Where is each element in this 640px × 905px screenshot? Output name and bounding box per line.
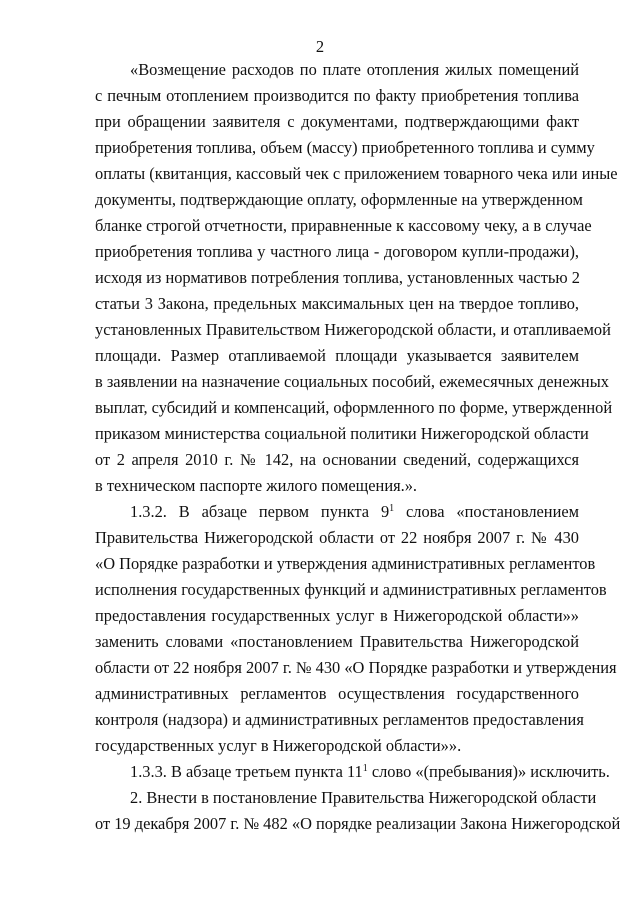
line-text: площади. Размер отапливаемой площади указывается заявителем (95, 346, 579, 365)
text-line (95, 317, 611, 343)
line-text: приказом министерства социальной политики Нижегородской области (95, 424, 589, 443)
line-text: контроля (надзора) и административных регламентов предоставления (95, 710, 584, 729)
line-text: приобретения топлива у частного лица - договором купли-продажи), (95, 242, 579, 261)
text-line (95, 343, 579, 369)
line-text: приобретения топлива, объем (массу) приобретенного топлива и сумму (95, 138, 595, 157)
line-text: с печным отоплением производится по факту приобретения топлива (95, 86, 579, 105)
line-text: установленных Правительством Нижегородской области, и отапливаемой (95, 320, 611, 339)
text-line (95, 369, 609, 395)
text-line (95, 57, 579, 83)
line-text: исполнения государственных функций и административных регламентов (95, 580, 607, 599)
text-line (95, 395, 613, 421)
text-line (95, 421, 589, 447)
line-text: в техническом паспорте жилого помещения.». (95, 476, 418, 495)
text-line (95, 577, 607, 603)
line-text: предоставления государственных услуг в Нижегородской области»» (95, 606, 579, 625)
line-text: в заявлении на назначение социальных пособий, ежемесячных денежных (95, 372, 609, 391)
text-line (95, 785, 597, 811)
text-line (95, 525, 579, 551)
text-line (95, 551, 596, 577)
paragraph (95, 759, 610, 785)
text-line (95, 265, 579, 291)
line-text: при обращении заявителя с документами, подтверждающими факт (95, 112, 579, 131)
text-line (95, 629, 579, 655)
document-body (95, 57, 621, 837)
line-text: 2. Внести в постановление Правительства Нижегородской области (130, 788, 597, 807)
line-text: 1.3.3. В абзаце третьем пункта 11 (130, 762, 363, 781)
line-text-continued: слово «(пребывания)» исключить. (367, 762, 610, 781)
text-line (95, 135, 595, 161)
text-line (95, 161, 618, 187)
paragraph (95, 785, 621, 837)
text-line (95, 707, 584, 733)
line-text: бланке строгой отчетности, приравненные к кассовому чеку, а в случае (95, 216, 592, 235)
paragraph (95, 499, 617, 759)
line-text: заменить словами «постановлением Правительства Нижегородской (95, 632, 579, 651)
text-line (95, 655, 617, 681)
text-line (95, 109, 579, 135)
text-line (95, 603, 579, 629)
page-number: 2 (315, 37, 325, 56)
superscript: 1 (389, 503, 395, 514)
line-text: административных регламентов осуществления государственного (95, 684, 579, 703)
line-text: оплаты (квитанция, кассовый чек с приложением товарного чека или иные (95, 164, 618, 183)
line-text: выплат, субсидий и компенсаций, оформленного по форме, утвержденной (95, 398, 613, 417)
line-text: исходя из нормативов потребления топлива, установленных частью 2 (95, 268, 580, 287)
text-line (95, 759, 610, 785)
line-text-continued: слова «постановлением (394, 502, 579, 521)
text-line (95, 473, 579, 499)
text-line (95, 239, 579, 265)
line-text: Правительства Нижегородской области от 22 ноября 2007 г. № 430 (95, 528, 579, 547)
text-line (95, 447, 579, 473)
text-line (95, 83, 579, 109)
line-text: «Возмещение расходов по плате отопления жилых помещений (130, 60, 579, 79)
line-text: государственных услуг в Нижегородской области»». (95, 736, 462, 755)
text-line (95, 291, 579, 317)
line-text: от 19 декабря 2007 г. № 482 «О порядке реализации Закона Нижегородской (95, 814, 621, 833)
text-line (95, 733, 579, 759)
text-line (95, 187, 583, 213)
line-text: статьи 3 Закона, предельных максимальных цен на твердое топливо, (95, 294, 579, 313)
line-text: 1.3.2. В абзаце первом пункта 9 (130, 502, 390, 521)
paragraph (95, 57, 618, 499)
superscript: 1 (362, 763, 368, 774)
text-line (95, 213, 592, 239)
text-line (95, 681, 579, 707)
line-text: «О Порядке разработки и утверждения административных регламентов (95, 554, 596, 573)
text-line (95, 811, 621, 837)
line-text: документы, подтверждающие оплату, оформленные на утвержденном (95, 190, 583, 209)
line-text: области от 22 ноября 2007 г. № 430 «О Порядке разработки и утверждения (95, 658, 617, 677)
line-text: от 2 апреля 2010 г. № 142, на основании сведений, содержащихся (95, 450, 579, 469)
text-line (95, 499, 579, 525)
